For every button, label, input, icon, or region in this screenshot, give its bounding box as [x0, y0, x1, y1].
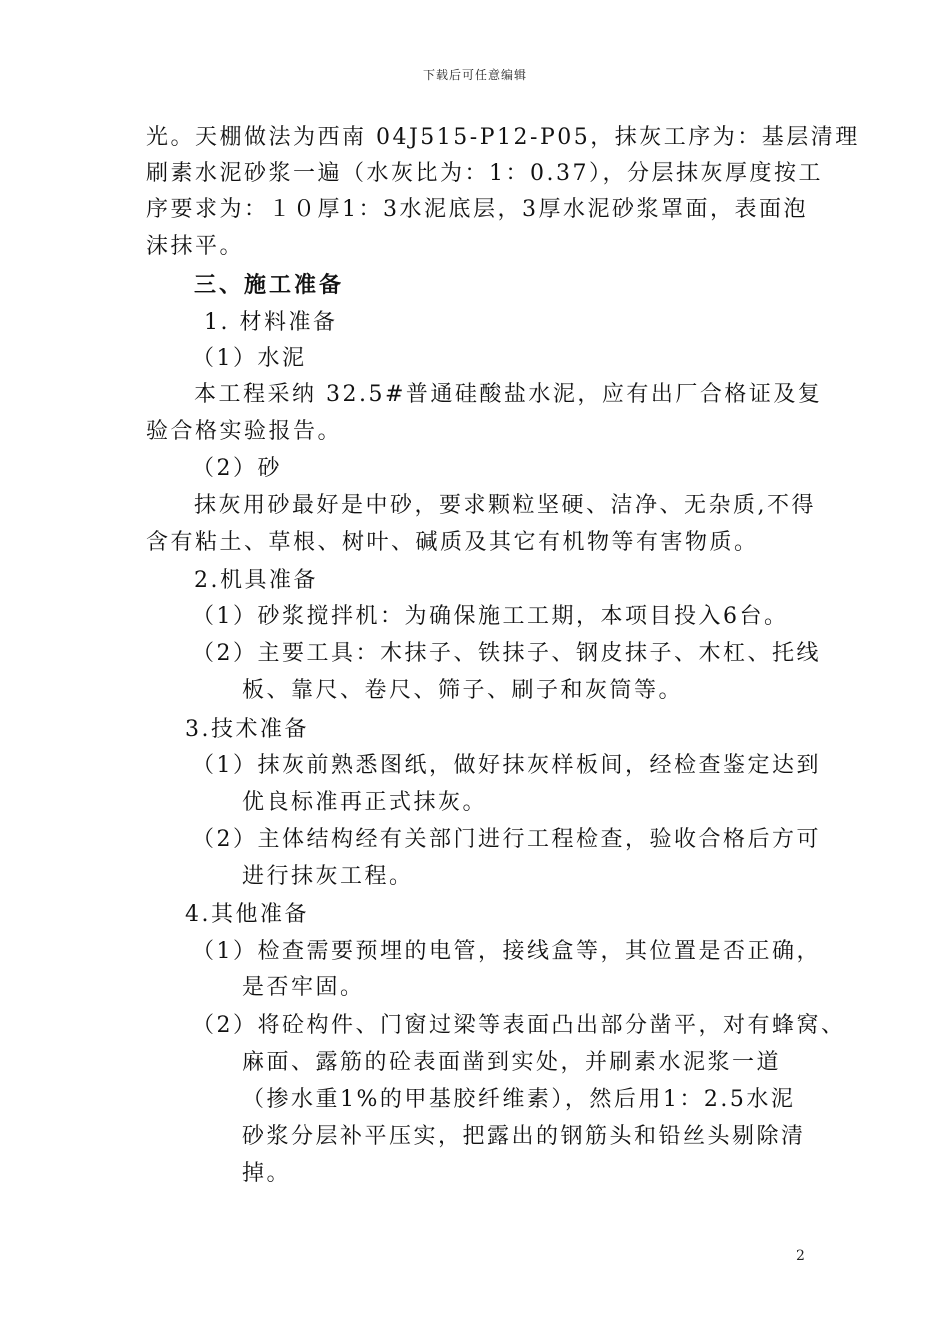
subsection-heading: 2.机具准备 [194, 568, 318, 593]
list-item-continuation: 优良标准再正式抹灰。 [242, 790, 488, 815]
item-heading: （2）砂 [192, 456, 282, 481]
subsection-heading: 4.其他准备 [185, 902, 309, 927]
body-line: 光。天棚做法为西南 04J515-P12-P05，抹灰工序为：基层清理 [146, 125, 860, 150]
body-line: 沫抹平。 [146, 234, 245, 259]
body-line: 刷素水泥砂浆一遍（水灰比为：1：0.37），分层抹灰厚度按工 [146, 161, 823, 186]
list-item: （1）砂浆搅拌机：为确保施工工期，本项目投入6台。 [192, 604, 789, 629]
page-header: 下载后可任意编辑 [422, 68, 527, 82]
list-item-continuation: 是否牢固。 [242, 975, 365, 1000]
body-line: 序要求为：１０厚1：3水泥底层，3厚水泥砂浆罩面，表面泡 [146, 197, 808, 222]
page-number: 2 [796, 1248, 805, 1264]
list-item-continuation: 板、靠尺、卷尺、筛子、刷子和灰筒等。 [242, 678, 684, 703]
body-line: 含有粘土、草根、树叶、碱质及其它有机物等有害物质。 [146, 530, 759, 555]
subsection-heading: 3.技术准备 [185, 717, 309, 742]
list-item: （2）主要工具：木抹子、铁抹子、钢皮抹子、木杠、托线 [192, 641, 821, 666]
list-item: （1）检查需要预埋的电管，接线盒等，其位置是否正确， [192, 939, 821, 964]
list-item-continuation: 麻面、露筋的砼表面凿到实处，并刷素水泥浆一道 [242, 1050, 782, 1075]
item-heading: （1）水泥 [192, 346, 307, 371]
section-heading: 三、施工准备 [194, 272, 345, 298]
list-item-continuation: 砂浆分层补平压实，把露出的钢筋头和铅丝头剔除清 [242, 1124, 806, 1149]
list-item-continuation: 掉。 [242, 1161, 292, 1186]
subsection-heading: 1. 材料准备 [204, 310, 338, 335]
body-line: 本工程采纳 32.5#普通硅酸盐水泥，应有出厂合格证及复 [194, 382, 823, 407]
list-item-continuation: 进行抹灰工程。 [242, 864, 414, 889]
list-item: （2）主体结构经有关部门进行工程检查，验收合格后方可 [192, 827, 821, 852]
list-item-continuation: （掺水重1%的甲基胶纤维素），然后用1：2.5水泥 [242, 1087, 796, 1112]
body-line: 验合格实验报告。 [146, 419, 343, 444]
list-item: （1）抹灰前熟悉图纸，做好抹灰样板间，经检查鉴定达到 [192, 753, 821, 778]
list-item: （2）将砼构件、门窗过梁等表面凸出部分凿平，对有蜂窝、 [192, 1013, 846, 1038]
body-line: 抹灰用砂最好是中砂，要求颗粒坚硬、洁净、无杂质,不得 [194, 493, 816, 518]
